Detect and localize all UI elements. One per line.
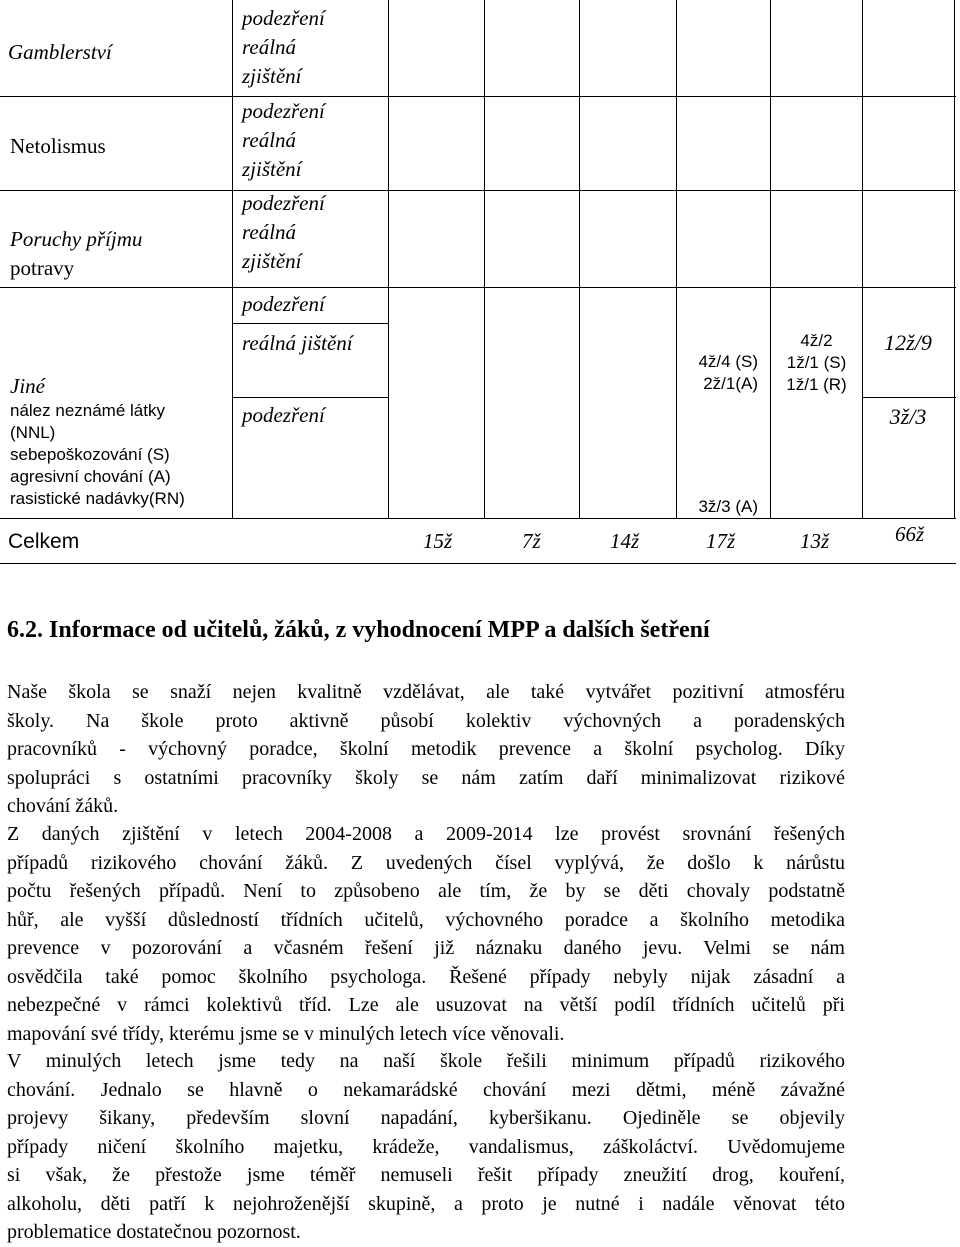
category-label: Gamblerství xyxy=(8,40,112,64)
jine-col4-values xyxy=(580,351,758,395)
cell-value: 3ž/3 (A) xyxy=(698,497,758,516)
table-grid-line xyxy=(770,0,771,518)
category-sublist xyxy=(10,400,185,510)
row-labels-eating-disorders xyxy=(242,189,325,276)
paragraph-line: školy. Na škole proto aktivně působí kolektiv výchovných a poradenských xyxy=(7,709,845,732)
paragraph-line: pracovníků - výchovný poradce, školní metodik prevence a školní psycholog. Díky xyxy=(7,738,845,760)
paragraph-line: mapování své třídy, kterému jsme se v minulých letech více věnovali. xyxy=(7,1022,565,1045)
paragraph-line: alkoholu, děti patří k nejohroženější skupině, a proto je nutné i nadále věnovat této xyxy=(7,1192,845,1215)
table-grid-line xyxy=(0,96,956,97)
category-label-line: potravy xyxy=(10,256,75,280)
celkem-value: 13ž xyxy=(800,529,830,553)
label-realna-zjisteni: reálná jištění xyxy=(242,331,353,355)
label-podezreni: podezření xyxy=(242,403,325,427)
risk-behavior-table xyxy=(0,0,960,575)
table-grid-line xyxy=(954,0,955,518)
row-labels-gambling xyxy=(242,4,325,91)
paragraph-line: V minulých letech jsme tedy na naší škole řešili minimum případů rizikového xyxy=(7,1050,845,1072)
category-netolism xyxy=(10,132,106,161)
paragraph-line: Naše škola se snaží nejen kvalitně vzdělávat, ale také vytvářet pozitivní atmosféru xyxy=(7,681,845,703)
paragraph-line: projevy šikany, především slovní napadání, kyberšikanu. Ojediněle se objevily xyxy=(7,1107,845,1129)
paragraph-line: osvědčila také pomoc školního psychologa. Řešené případy nebyly nijak zásadní a xyxy=(7,965,845,988)
table-grid-line xyxy=(484,0,485,518)
label-zjisteni: zjištění xyxy=(242,249,302,273)
celkem-value: 15ž xyxy=(423,529,453,553)
paragraph-line: hůř, ale vyšší důsledností třídních učitelů, výchovného poradce a školního metodika xyxy=(7,908,845,931)
paragraph-line: chování žáků. xyxy=(7,795,119,817)
paragraph-line: problematice dostatečnou pozornost. xyxy=(7,1221,301,1243)
celkem-total: 66ž xyxy=(895,522,925,546)
cell-value: 4ž/4 (S) xyxy=(698,352,758,371)
table-grid-line xyxy=(676,0,677,518)
sublist-item: sebepoškozování (S) xyxy=(10,445,170,464)
cell-value: 1ž/1 (R) xyxy=(786,375,847,394)
paragraph-line: chování. Jednalo se hlavně o nekamarádské chování mezi dětmi, méně závažné xyxy=(7,1078,845,1101)
row-labels-netolism xyxy=(242,97,325,184)
label-podezreni: podezření xyxy=(242,191,325,215)
table-grid-line xyxy=(232,0,233,518)
label-realna: reálná xyxy=(242,35,297,59)
celkem-value: 14ž xyxy=(610,529,640,553)
sublist-item: rasistické nadávky(RN) xyxy=(10,489,185,508)
total-value: 3ž/3 xyxy=(889,404,927,429)
paragraph-2 xyxy=(7,820,845,1048)
cell-value: 1ž/1 (S) xyxy=(786,353,847,372)
paragraph-1 xyxy=(7,678,845,821)
label-zjisteni: zjištění xyxy=(242,157,302,181)
jine-col5-values xyxy=(771,330,862,396)
label-podezreni: podezření xyxy=(242,6,325,30)
category-label-line: Poruchy příjmu xyxy=(10,227,143,251)
sublist-item: nález neznámé látky xyxy=(10,401,165,420)
category-label: Jiné xyxy=(10,374,45,398)
paragraph-line: případů rizikového chování žáků. Z uvedených čísel vyplývá, že došlo k nárůstu xyxy=(7,851,845,874)
paragraph-3 xyxy=(7,1047,845,1247)
table-grid-line xyxy=(232,323,389,324)
table-grid-line xyxy=(0,563,956,564)
cell-value: 4ž/2 xyxy=(800,331,833,350)
category-gambling xyxy=(8,38,112,67)
category-eating-disorders xyxy=(10,225,142,283)
section-heading: 6.2. Informace od učitelů, žáků, z vyhodnocení MPP a dalších šetření xyxy=(7,617,710,643)
paragraph-line: počtu řešených případů. Není to způsobeno ale tím, že by se děti chovaly podstatně xyxy=(7,880,845,902)
table-grid-line xyxy=(232,397,389,398)
table-grid-line xyxy=(0,287,956,288)
celkem-value: 17ž xyxy=(706,529,736,553)
table-grid-line xyxy=(388,0,389,518)
total-value: 12ž/9 xyxy=(884,330,932,355)
label-podezreni: podezření xyxy=(242,99,325,123)
celkem-value: 7ž xyxy=(522,529,541,553)
celkem-label: Celkem xyxy=(8,530,80,553)
paragraph-line: případy ničení školního majetku, krádeže, vandalismus, záškoláctví. Uvědomujeme xyxy=(7,1135,845,1158)
category-label: Netolismus xyxy=(10,134,106,158)
label-podezreni: podezření xyxy=(242,292,325,316)
table-grid-line xyxy=(0,518,956,519)
label-realna: reálná xyxy=(242,128,297,152)
paragraph-line: si však, že přestože jsme téměř nemuseli řešit případy zneužití drog, kouření, xyxy=(7,1164,845,1186)
table-grid-line xyxy=(862,0,863,518)
label-zjisteni: zjištění xyxy=(242,64,302,88)
label-realna: reálná xyxy=(242,220,297,244)
sublist-item: (NNL) xyxy=(10,423,56,442)
table-grid-line xyxy=(862,397,956,398)
paragraph-line: Z daných zjištění v letech 2004-2008 a 2009-2014 lze provést srovnání řešených xyxy=(7,823,845,845)
sublist-item: agresivní chování (A) xyxy=(10,467,171,486)
paragraph-line: prevence v pozorování a včasném řešení již náznaku daného jevu. Velmi se nám xyxy=(7,937,845,959)
paragraph-line: spolupráci s ostatními pracovníky školy se nám zatím daří minimalizovat rizikové xyxy=(7,766,845,789)
table-grid-line xyxy=(579,0,580,518)
table-grid-line xyxy=(0,190,956,191)
paragraph-line: nebezpečné v rámci kolektivů tříd. Lze ale usuzovat na větší podíl třídních učitelů při xyxy=(7,994,845,1016)
cell-value: 2ž/1(A) xyxy=(703,374,758,393)
category-other xyxy=(10,372,185,510)
